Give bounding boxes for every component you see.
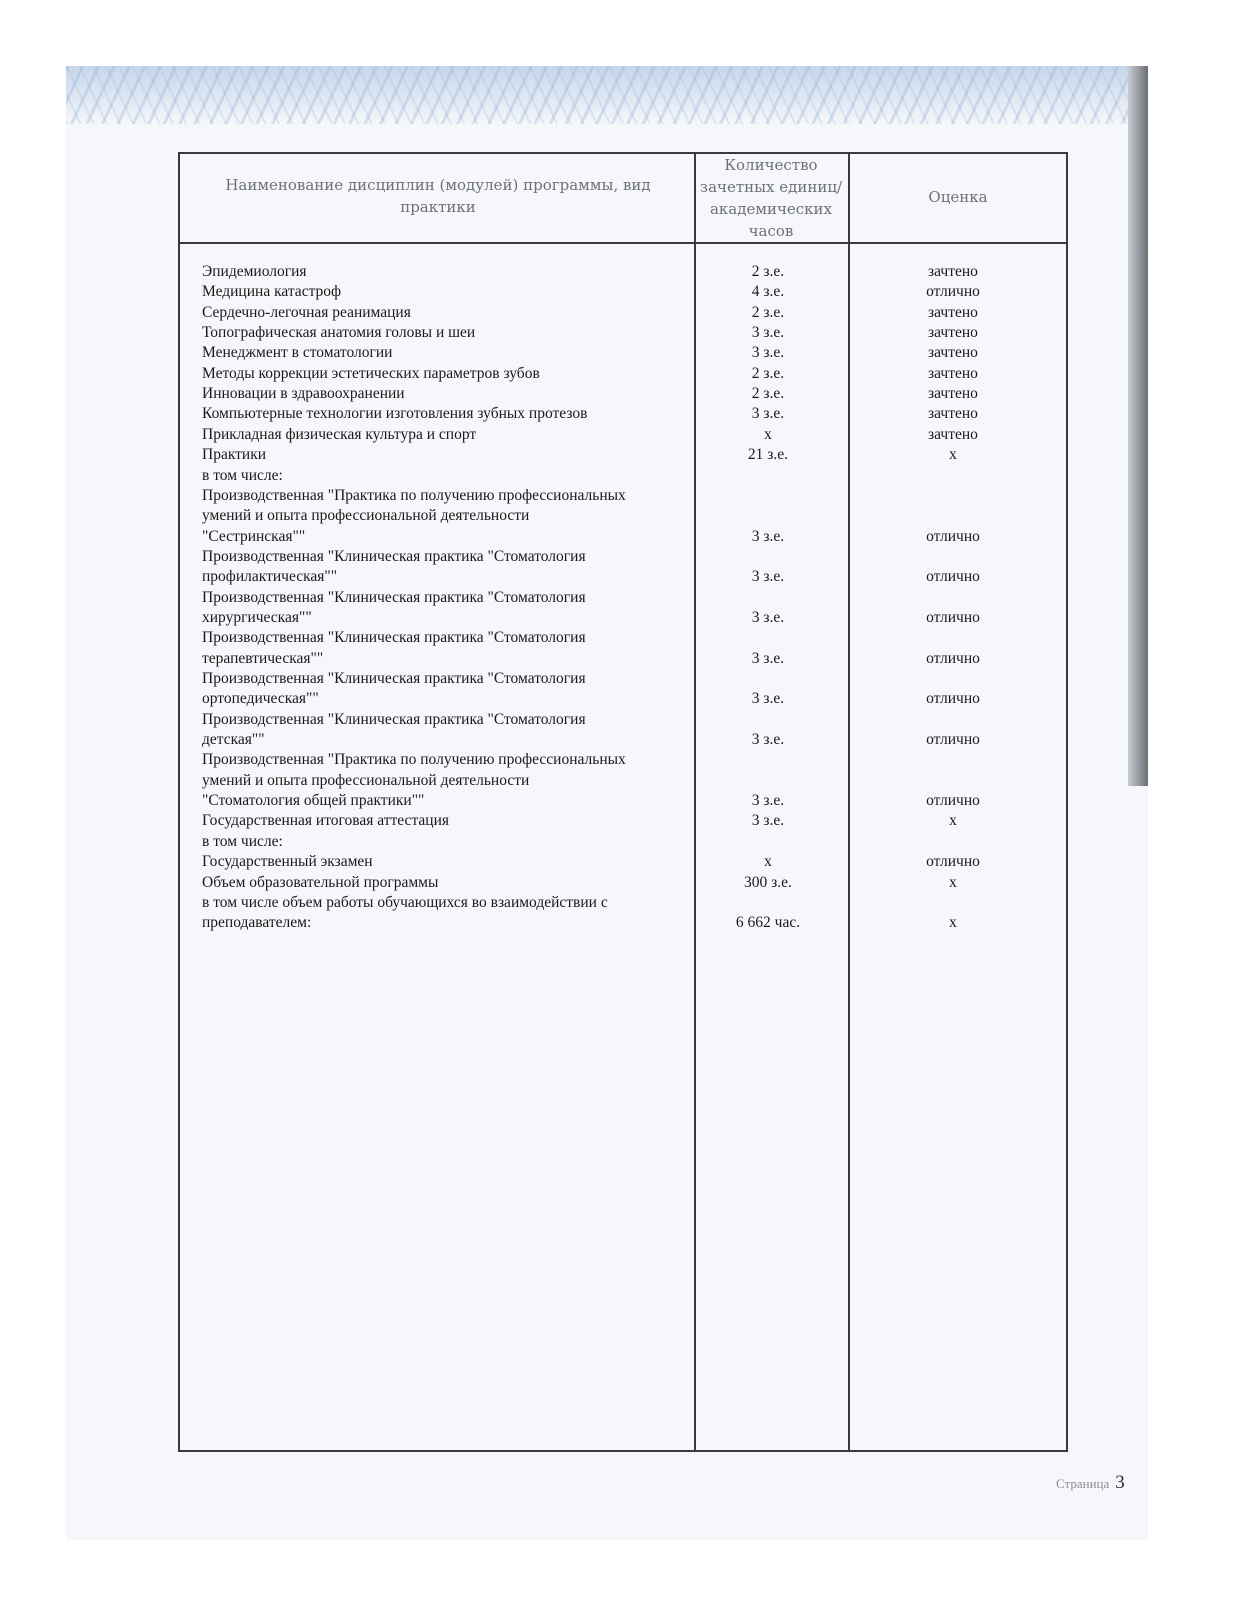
credit-quantity: 4 з.е. bbox=[751, 283, 785, 301]
grade-value: отлично bbox=[926, 853, 980, 871]
discipline-name: Производственная "Клиническая практика "Стоматология bbox=[202, 547, 586, 565]
discipline-name: Государственный экзамен bbox=[202, 853, 373, 871]
discipline-name: Производственная "Клиническая практика "Стоматология bbox=[202, 710, 586, 728]
grade-value: x bbox=[949, 812, 957, 830]
credit-quantity: 3 з.е. bbox=[751, 324, 785, 342]
credit-quantity: 3 з.е. bbox=[751, 812, 785, 830]
discipline-name: "Стоматология общей практики"" bbox=[202, 792, 425, 810]
table-row bbox=[178, 852, 1068, 872]
table-row bbox=[178, 689, 1068, 709]
grade-value: зачтено bbox=[928, 344, 978, 362]
grades-table bbox=[178, 152, 1068, 1452]
discipline-name: в том числе объем работы обучающихся во взаимодействии с bbox=[202, 893, 608, 911]
table-row bbox=[178, 303, 1068, 323]
grade-value: зачтено bbox=[928, 425, 978, 443]
discipline-name: Медицина катастроф bbox=[202, 283, 342, 301]
discipline-name: Методы коррекции эстетических параметров зубов bbox=[202, 364, 540, 382]
discipline-name: детская"" bbox=[202, 731, 265, 749]
discipline-name: Производственная "Практика по получению профессиональных bbox=[202, 486, 626, 504]
page-number: 3 bbox=[1115, 1472, 1125, 1493]
credit-quantity: 3 з.е. bbox=[751, 690, 785, 708]
table-row bbox=[178, 262, 1068, 282]
table-row bbox=[178, 527, 1068, 547]
grade-value: зачтено bbox=[928, 324, 978, 342]
table-row bbox=[178, 567, 1068, 587]
grade-value: x bbox=[949, 914, 957, 932]
credit-quantity: 2 з.е. bbox=[751, 385, 785, 403]
table-row bbox=[178, 669, 1068, 689]
credit-quantity: 6 662 час. bbox=[735, 914, 801, 932]
header-quantity-column: Количество зачетных единиц/ академических часов bbox=[699, 156, 843, 240]
grade-value: отлично bbox=[926, 792, 980, 810]
discipline-name: Производственная "Клиническая практика "Стоматология bbox=[202, 670, 586, 687]
credit-quantity: 3 з.е. bbox=[751, 608, 785, 626]
grade-value: отлично bbox=[926, 731, 980, 749]
discipline-name: Производственная "Клиническая практика "Стоматология bbox=[202, 588, 586, 606]
credit-quantity: 3 з.е. bbox=[751, 527, 785, 545]
table-row bbox=[178, 506, 1068, 526]
discipline-name: Прикладная физическая культура и спорт bbox=[202, 425, 477, 443]
table-row bbox=[178, 343, 1068, 363]
discipline-name: Эпидемиология bbox=[202, 263, 307, 280]
table-row bbox=[178, 404, 1068, 424]
grade-value: x bbox=[949, 446, 957, 464]
header-name-column: Наименование дисциплин (модулей) программы, вид практики bbox=[225, 176, 651, 216]
grade-value: зачтено bbox=[928, 263, 978, 280]
credit-quantity: 2 з.е. bbox=[751, 303, 785, 321]
discipline-name: Производственная "Практика по получению профессиональных bbox=[202, 751, 626, 769]
table-row bbox=[178, 547, 1068, 567]
discipline-name: ортопедическая"" bbox=[202, 690, 319, 708]
grade-value: зачтено bbox=[928, 303, 978, 321]
credit-quantity: 3 з.е. bbox=[751, 405, 785, 423]
table-row bbox=[178, 628, 1068, 648]
table-row bbox=[178, 608, 1068, 628]
credit-quantity: x bbox=[764, 425, 772, 443]
table-row bbox=[178, 730, 1068, 750]
credit-quantity: 300 з.е. bbox=[744, 873, 792, 891]
credit-quantity: 2 з.е. bbox=[751, 263, 785, 280]
page-label: Страница bbox=[1056, 1476, 1110, 1491]
grade-value: зачтено bbox=[928, 364, 978, 382]
grade-value: зачтено bbox=[928, 405, 978, 423]
table-row bbox=[178, 588, 1068, 608]
discipline-name: Практики bbox=[202, 446, 267, 464]
table-row bbox=[178, 384, 1068, 404]
credit-quantity: 3 з.е. bbox=[751, 344, 785, 362]
credit-quantity: 3 з.е. bbox=[751, 792, 785, 810]
credit-quantity: 3 з.е. bbox=[751, 649, 785, 667]
header-divider bbox=[178, 242, 1068, 244]
grade-value: x bbox=[949, 873, 957, 891]
credit-quantity: 21 з.е. bbox=[747, 446, 789, 464]
grade-value: отлично bbox=[926, 283, 980, 301]
credit-quantity: 2 з.е. bbox=[751, 364, 785, 382]
discipline-name: умений и опыта профессиональной деятельности bbox=[202, 771, 530, 789]
discipline-name: Сердечно-легочная реанимация bbox=[202, 303, 411, 321]
table-row bbox=[178, 486, 1068, 506]
discipline-name: Производственная "Клиническая практика "Стоматология bbox=[202, 629, 586, 647]
header-grade-column: Оценка bbox=[928, 188, 988, 206]
table-row bbox=[178, 323, 1068, 343]
table-row bbox=[178, 771, 1068, 791]
table-row bbox=[178, 873, 1068, 893]
discipline-name: умений и опыта профессиональной деятельности bbox=[202, 507, 530, 525]
table-row bbox=[178, 832, 1068, 852]
discipline-name: Менеджмент в стоматологии bbox=[202, 344, 393, 362]
discipline-name: Государственная итоговая аттестация bbox=[202, 812, 450, 830]
grade-value: отлично bbox=[926, 527, 980, 545]
table-row bbox=[178, 282, 1068, 302]
discipline-name: Топографическая анатомия головы и шеи bbox=[202, 324, 476, 342]
discipline-name: терапевтическая"" bbox=[202, 649, 324, 667]
grade-value: отлично bbox=[926, 690, 980, 708]
table-row bbox=[178, 445, 1068, 465]
table-row bbox=[178, 364, 1068, 384]
grade-value: отлично bbox=[926, 568, 980, 586]
table-row bbox=[178, 893, 1068, 913]
table-row bbox=[178, 913, 1068, 933]
discipline-name: Инновации в здравоохранении bbox=[202, 385, 405, 403]
discipline-name: хирургическая"" bbox=[202, 608, 312, 626]
table-row bbox=[178, 811, 1068, 831]
credit-quantity: x bbox=[764, 853, 772, 871]
table-row bbox=[178, 649, 1068, 669]
discipline-name: в том числе: bbox=[202, 832, 283, 850]
credit-quantity: 3 з.е. bbox=[751, 568, 785, 586]
table-row bbox=[178, 466, 1068, 486]
discipline-name: в том числе: bbox=[202, 466, 283, 484]
table-row bbox=[178, 710, 1068, 730]
grade-value: отлично bbox=[926, 649, 980, 667]
discipline-name: "Сестринская"" bbox=[202, 527, 306, 545]
discipline-name: Объем образовательной программы bbox=[202, 873, 439, 891]
decorative-ornament-band bbox=[66, 66, 1128, 124]
grade-value: отлично bbox=[926, 608, 980, 626]
grade-value: зачтено bbox=[928, 385, 978, 403]
page-edge-shadow bbox=[1128, 66, 1148, 786]
discipline-name: преподавателем: bbox=[202, 914, 312, 932]
table-row bbox=[178, 791, 1068, 811]
discipline-name: Компьютерные технологии изготовления зубных протезов bbox=[202, 405, 588, 423]
table-row bbox=[178, 750, 1068, 770]
discipline-name: профилактическая"" bbox=[202, 568, 338, 586]
table-border-top bbox=[178, 152, 1068, 154]
table-border-bottom bbox=[178, 1450, 1068, 1452]
page-footer bbox=[1056, 1472, 1125, 1494]
table-row bbox=[178, 425, 1068, 445]
credit-quantity: 3 з.е. bbox=[751, 731, 785, 749]
